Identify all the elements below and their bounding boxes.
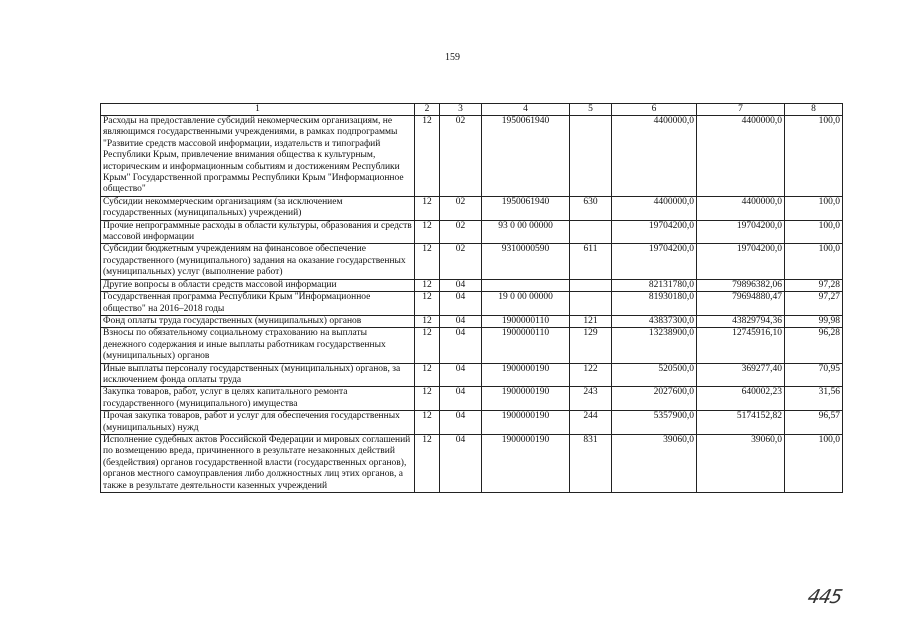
row-executed: 39060,0 (697, 434, 785, 492)
row-section: 12 (415, 328, 440, 363)
row-planned: 5357900,0 (612, 411, 697, 435)
row-planned: 39060,0 (612, 434, 697, 492)
row-section: 12 (415, 411, 440, 435)
row-planned: 4400000,0 (612, 116, 697, 197)
row-name: Государственная программа Республики Крым "Информационное общество" на 2016–2018 годы (101, 292, 415, 316)
row-subsection: 04 (440, 315, 482, 327)
row-planned: 19704200,0 (612, 244, 697, 279)
row-subsection: 04 (440, 279, 482, 291)
row-executed: 19704200,0 (697, 244, 785, 279)
row-executed: 19704200,0 (697, 220, 785, 244)
row-planned: 82131780,0 (612, 279, 697, 291)
row-name: Субсидии бюджетным учреждениям на финансовое обеспечение государственного (муниципального) задания на оказание государственных (муниципальных) услуг (выполнение работ) (101, 244, 415, 279)
table-row (101, 116, 843, 197)
row-subsection: 04 (440, 387, 482, 411)
row-executed: 43829794,36 (697, 315, 785, 327)
row-name: Расходы на предоставление субсидий некомерческим организациям, не являющимся государственными учреждениями, в рамках подпрограммы "Развитие средств массовой информации, издательств и типографий Республики Крым, привлечение внимания общества к культурным, историческим и информационным событиям и достижениям Республики Крым" Государственной программы Республики Крым "Информационное общество" (101, 116, 415, 197)
row-planned: 43837300,0 (612, 315, 697, 327)
row-section: 12 (415, 387, 440, 411)
row-target-code (482, 279, 570, 291)
row-name: Взносы по обязательному социальному страхованию на выплаты денежного содержания и иные выплаты работникам государственных (муниципальных) органов (101, 328, 415, 363)
row-executed: 79694880,47 (697, 292, 785, 316)
row-subsection: 04 (440, 363, 482, 387)
row-executed: 79896382,06 (697, 279, 785, 291)
row-target-code: 1900000110 (482, 328, 570, 363)
table-row (101, 220, 843, 244)
header-cell: 3 (440, 104, 482, 116)
row-expense-type (570, 220, 612, 244)
row-expense-type (570, 116, 612, 197)
row-percent: 100,0 (785, 196, 843, 220)
row-percent: 97,28 (785, 279, 843, 291)
row-percent: 100,0 (785, 244, 843, 279)
row-target-code: 1900000190 (482, 363, 570, 387)
row-section: 12 (415, 434, 440, 492)
row-name: Иные выплаты персоналу государственных (муниципальных) органов, за исключением фонда оплаты труда (101, 363, 415, 387)
row-percent: 97,27 (785, 292, 843, 316)
row-subsection: 04 (440, 292, 482, 316)
table-row (101, 292, 843, 316)
row-percent: 70,95 (785, 363, 843, 387)
row-expense-type: 129 (570, 328, 612, 363)
row-subsection: 04 (440, 434, 482, 492)
row-section: 12 (415, 363, 440, 387)
row-name: Прочие непрограммные расходы в области культуры, образования и средств массовой информации (101, 220, 415, 244)
row-percent: 100,0 (785, 220, 843, 244)
row-executed: 640002,23 (697, 387, 785, 411)
row-executed: 12745916,10 (697, 328, 785, 363)
page-number: 159 (445, 52, 460, 63)
header-cell: 8 (785, 104, 843, 116)
row-planned: 13238900,0 (612, 328, 697, 363)
row-expense-type: 122 (570, 363, 612, 387)
row-subsection: 02 (440, 116, 482, 197)
row-subsection: 02 (440, 220, 482, 244)
row-section: 12 (415, 292, 440, 316)
row-planned: 2027600,0 (612, 387, 697, 411)
row-expense-type: 831 (570, 434, 612, 492)
row-expense-type: 244 (570, 411, 612, 435)
table-row (101, 196, 843, 220)
row-subsection: 04 (440, 411, 482, 435)
row-target-code: 9310000590 (482, 244, 570, 279)
row-subsection: 04 (440, 328, 482, 363)
header-cell: 6 (612, 104, 697, 116)
header-cell: 5 (570, 104, 612, 116)
row-target-code: 1900000190 (482, 434, 570, 492)
row-name: Субсидии некоммерческим организациям (за исключением государственных (муниципальных) учреждений) (101, 196, 415, 220)
row-target-code: 1900000190 (482, 387, 570, 411)
row-name: Исполнение судебных актов Российской Федерации и мировых соглашений по возмещению вреда, причиненного в результате незаконных действий (бездействия) органов государственной власти (государственных органов), органов местного самоуправления либо должностных лиц этих органов, а также в результате деятельности казенных учреждений (101, 434, 415, 492)
row-expense-type (570, 292, 612, 316)
row-planned: 19704200,0 (612, 220, 697, 244)
table-row (101, 315, 843, 327)
table-row (101, 434, 843, 492)
row-expense-type: 121 (570, 315, 612, 327)
row-planned: 4400000,0 (612, 196, 697, 220)
row-section: 12 (415, 315, 440, 327)
table-row (101, 387, 843, 411)
header-cell: 1 (101, 104, 415, 116)
budget-table (100, 103, 843, 493)
header-cell: 4 (482, 104, 570, 116)
row-percent: 96,28 (785, 328, 843, 363)
row-target-code: 19 0 00 00000 (482, 292, 570, 316)
row-name: Фонд оплаты труда государственных (муниципальных) органов (101, 315, 415, 327)
row-expense-type (570, 279, 612, 291)
row-percent: 99,98 (785, 315, 843, 327)
row-planned: 520500,0 (612, 363, 697, 387)
row-executed: 4400000,0 (697, 196, 785, 220)
row-expense-type: 611 (570, 244, 612, 279)
row-target-code: 1950061940 (482, 116, 570, 197)
row-expense-type: 243 (570, 387, 612, 411)
table-row (101, 328, 843, 363)
header-row (101, 104, 843, 116)
row-planned: 81930180,0 (612, 292, 697, 316)
row-section: 12 (415, 220, 440, 244)
row-executed: 5174152,82 (697, 411, 785, 435)
row-target-code: 93 0 00 00000 (482, 220, 570, 244)
row-executed: 4400000,0 (697, 116, 785, 197)
row-percent: 31,56 (785, 387, 843, 411)
row-name: Другие вопросы в области средств массовой информации (101, 279, 415, 291)
row-target-code: 1900000110 (482, 315, 570, 327)
row-expense-type: 630 (570, 196, 612, 220)
header-cell: 7 (697, 104, 785, 116)
row-percent: 100,0 (785, 116, 843, 197)
row-section: 12 (415, 116, 440, 197)
row-section: 12 (415, 244, 440, 279)
table-row (101, 411, 843, 435)
row-name: Закупка товаров, работ, услуг в целях капитального ремонта государственного (муниципального) имущества (101, 387, 415, 411)
table-row (101, 244, 843, 279)
row-section: 12 (415, 196, 440, 220)
row-section: 12 (415, 279, 440, 291)
header-cell: 2 (415, 104, 440, 116)
row-executed: 369277,40 (697, 363, 785, 387)
row-target-code: 1950061940 (482, 196, 570, 220)
handwritten-page-number: 445 (805, 586, 844, 608)
row-target-code: 1900000190 (482, 411, 570, 435)
table-row (101, 279, 843, 291)
table-row (101, 363, 843, 387)
row-percent: 96,57 (785, 411, 843, 435)
row-subsection: 02 (440, 196, 482, 220)
row-percent: 100,0 (785, 434, 843, 492)
row-name: Прочая закупка товаров, работ и услуг для обеспечения государственных (муниципальных) нужд (101, 411, 415, 435)
row-subsection: 02 (440, 244, 482, 279)
